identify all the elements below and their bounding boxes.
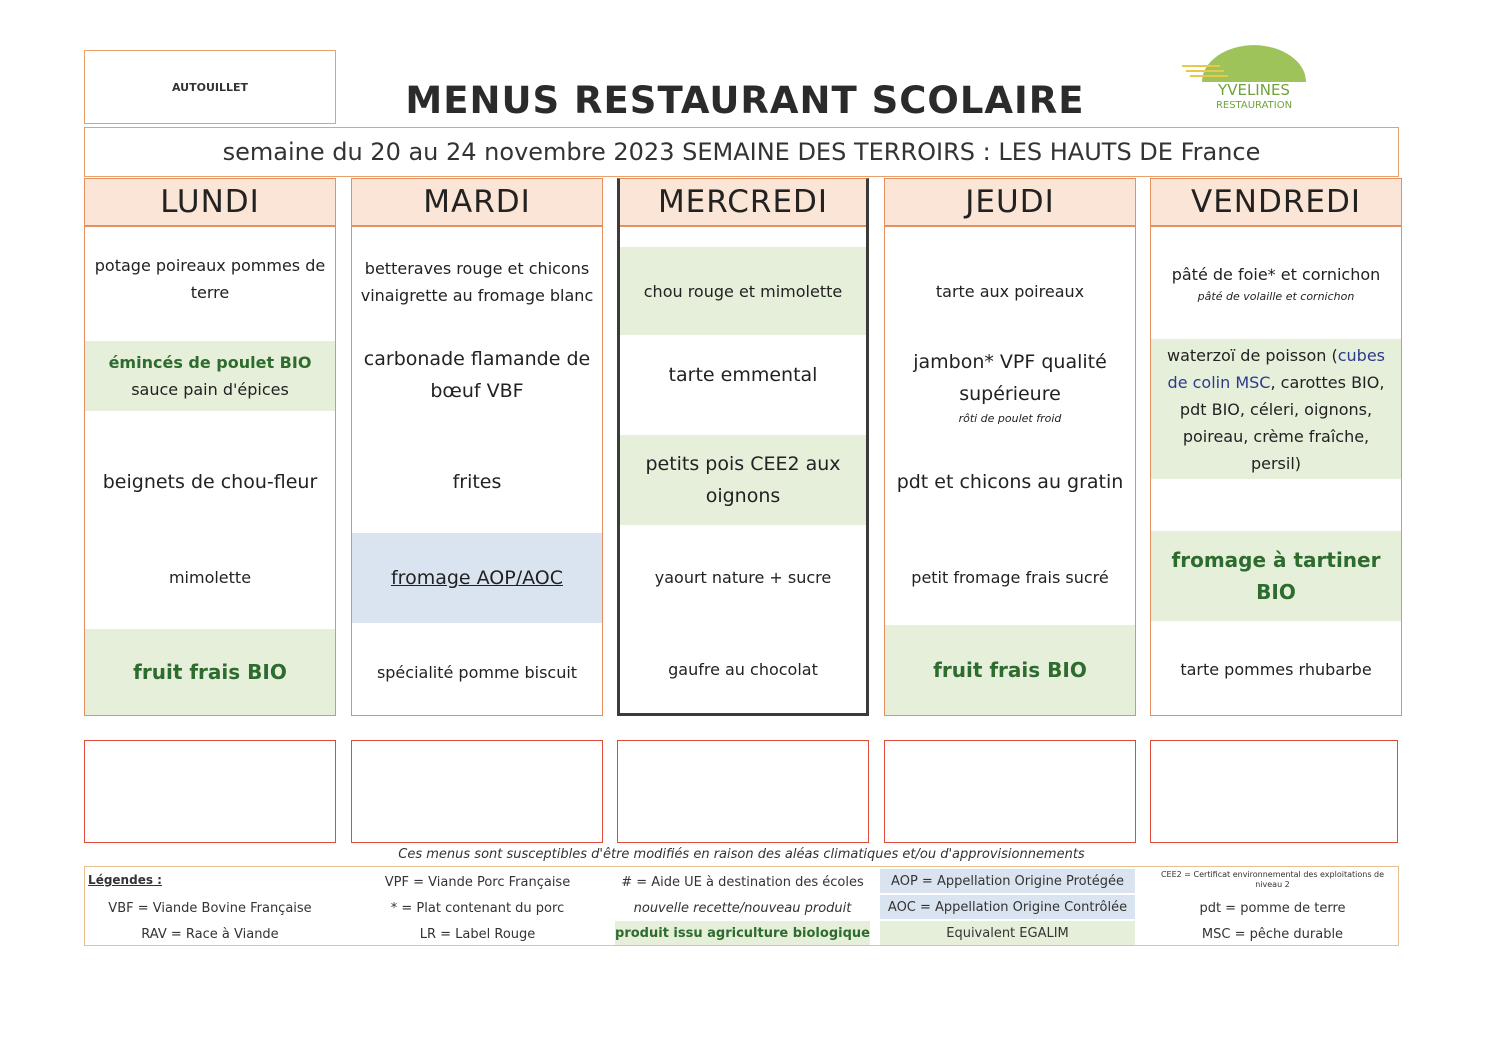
menu-entree bbox=[1151, 251, 1401, 315]
legend-rav: RAV = Race à Viande bbox=[141, 926, 279, 942]
menu-fromage: mimolette bbox=[168, 567, 252, 587]
yvelines-restauration-logo bbox=[1180, 44, 1310, 114]
plat-part-c: , carottes BIO, pdt BIO, céleri, oignons, poireau, crème fraîche, persil) bbox=[1179, 372, 1385, 473]
menu-plat bbox=[885, 339, 1135, 435]
menu-dessert: tarte pommes rhubarbe bbox=[1180, 659, 1372, 679]
legend-new: nouvelle recette/nouveau produit bbox=[633, 900, 852, 916]
day-column-vendredi bbox=[1150, 178, 1402, 716]
menu-entree: potage poireaux pommes de terre bbox=[94, 256, 326, 302]
legend-aoc: AOC = Appellation Origine Contrôlée bbox=[880, 895, 1135, 919]
school-name: AUTOUILLET bbox=[171, 80, 249, 94]
menu-plat: tarte emmental bbox=[668, 364, 818, 386]
menu-entree: betteraves rouge et chicons vinaigrette au fromage blanc bbox=[360, 259, 594, 305]
day-header: MARDI bbox=[352, 179, 602, 227]
day-column-mercredi bbox=[617, 178, 869, 716]
menu-accompagnement: petits pois CEE2 aux oignons bbox=[620, 435, 866, 525]
legend-aop: AOP = Appellation Origine Protégée bbox=[880, 869, 1135, 893]
empty-box-mardi bbox=[351, 740, 603, 843]
empty-box-mercredi bbox=[617, 740, 869, 843]
day-column-jeudi bbox=[884, 178, 1136, 716]
plat-part-a: waterzoï de poisson ( bbox=[1167, 345, 1338, 365]
legend-vbf: VBF = Viande Bovine Française bbox=[108, 900, 312, 916]
menu-fromage: fromage à tartiner BIO bbox=[1151, 531, 1401, 621]
legend-box bbox=[84, 866, 1399, 946]
plat-part-msc: cubes de colin MSC bbox=[1167, 345, 1385, 392]
legend-lr: LR = Label Rouge bbox=[419, 926, 536, 942]
menu-dessert: fruit frais BIO bbox=[885, 625, 1135, 715]
fromage-label: fromage AOP/AOC bbox=[390, 567, 563, 589]
week-banner bbox=[84, 127, 1399, 177]
menu-plat bbox=[85, 341, 335, 411]
menu-entree: tarte aux poireaux bbox=[935, 281, 1085, 301]
menu-entree: chou rouge et mimolette bbox=[620, 247, 866, 335]
entree-main: pâté de foie* et cornichon bbox=[1171, 264, 1381, 284]
plat-suffix: sauce pain d'épices bbox=[131, 380, 289, 399]
empty-box-jeudi bbox=[884, 740, 1136, 843]
legend-msc: MSC = pêche durable bbox=[1201, 926, 1344, 942]
svg-text:RESTAURATION: RESTAURATION bbox=[1215, 100, 1293, 111]
menu-plat: carbonade flamande de bœuf VBF bbox=[363, 348, 591, 402]
week-text: semaine du 20 au 24 novembre 2023 SEMAINE DES TERROIRS : LES HAUTS DE France bbox=[222, 138, 1261, 166]
entree-alternative: pâté de volaille et cornichon bbox=[1197, 289, 1355, 303]
day-column-mardi bbox=[351, 178, 603, 716]
disclaimer: Ces menus sont susceptibles d'être modifiés en raison des aléas climatiques et/ou d'approvisionnements bbox=[398, 846, 1085, 862]
menu-plat bbox=[1151, 339, 1401, 479]
menu-dessert: spécialité pomme biscuit bbox=[376, 662, 578, 682]
legend-star: * = Plat contenant du porc bbox=[390, 900, 565, 916]
legend-bio: produit issu agriculture biologique bbox=[615, 921, 870, 945]
day-header: LUNDI bbox=[85, 179, 335, 227]
menu-accompagnement: beignets de chou-fleur bbox=[102, 471, 318, 493]
plat-main: jambon* VPF qualité supérieure bbox=[913, 351, 1107, 405]
school-name-box bbox=[84, 50, 336, 124]
legend-title: Légendes : bbox=[88, 873, 162, 887]
menu-accompagnement: frites bbox=[452, 471, 502, 493]
legend-hash: # = Aide UE à destination des écoles bbox=[621, 874, 864, 890]
empty-box-vendredi bbox=[1150, 740, 1398, 843]
svg-text:YVELINES: YVELINES bbox=[1218, 81, 1290, 99]
legend-egalim: Equivalent EGALIM bbox=[880, 921, 1135, 945]
menu-fromage bbox=[352, 533, 602, 623]
day-header: JEUDI bbox=[885, 179, 1135, 227]
legend-pdt: pdt = pomme de terre bbox=[1199, 900, 1346, 916]
plat-alternative: rôti de poulet froid bbox=[958, 412, 1062, 425]
legend-vpf: VPF = Viande Porc Française bbox=[384, 874, 571, 890]
page-title: MENUS RESTAURANT SCOLAIRE bbox=[405, 78, 1085, 122]
menu-fromage: petit fromage frais sucré bbox=[911, 567, 1109, 587]
menu-fromage: yaourt nature + sucre bbox=[654, 567, 832, 587]
day-header: VENDREDI bbox=[1151, 179, 1401, 227]
menu-dessert: gaufre au chocolat bbox=[668, 659, 818, 679]
bio-label: émincés de poulet BIO bbox=[108, 353, 312, 372]
day-header: MERCREDI bbox=[620, 179, 866, 227]
menu-dessert: fruit frais BIO bbox=[85, 629, 335, 715]
menu-accompagnement: pdt et chicons au gratin bbox=[896, 471, 1124, 493]
day-column-lundi bbox=[84, 178, 336, 716]
empty-box-lundi bbox=[84, 740, 336, 843]
legend-cee2: CEE2 = Certificat environnemental des exploitations de niveau 2 bbox=[1160, 870, 1385, 889]
